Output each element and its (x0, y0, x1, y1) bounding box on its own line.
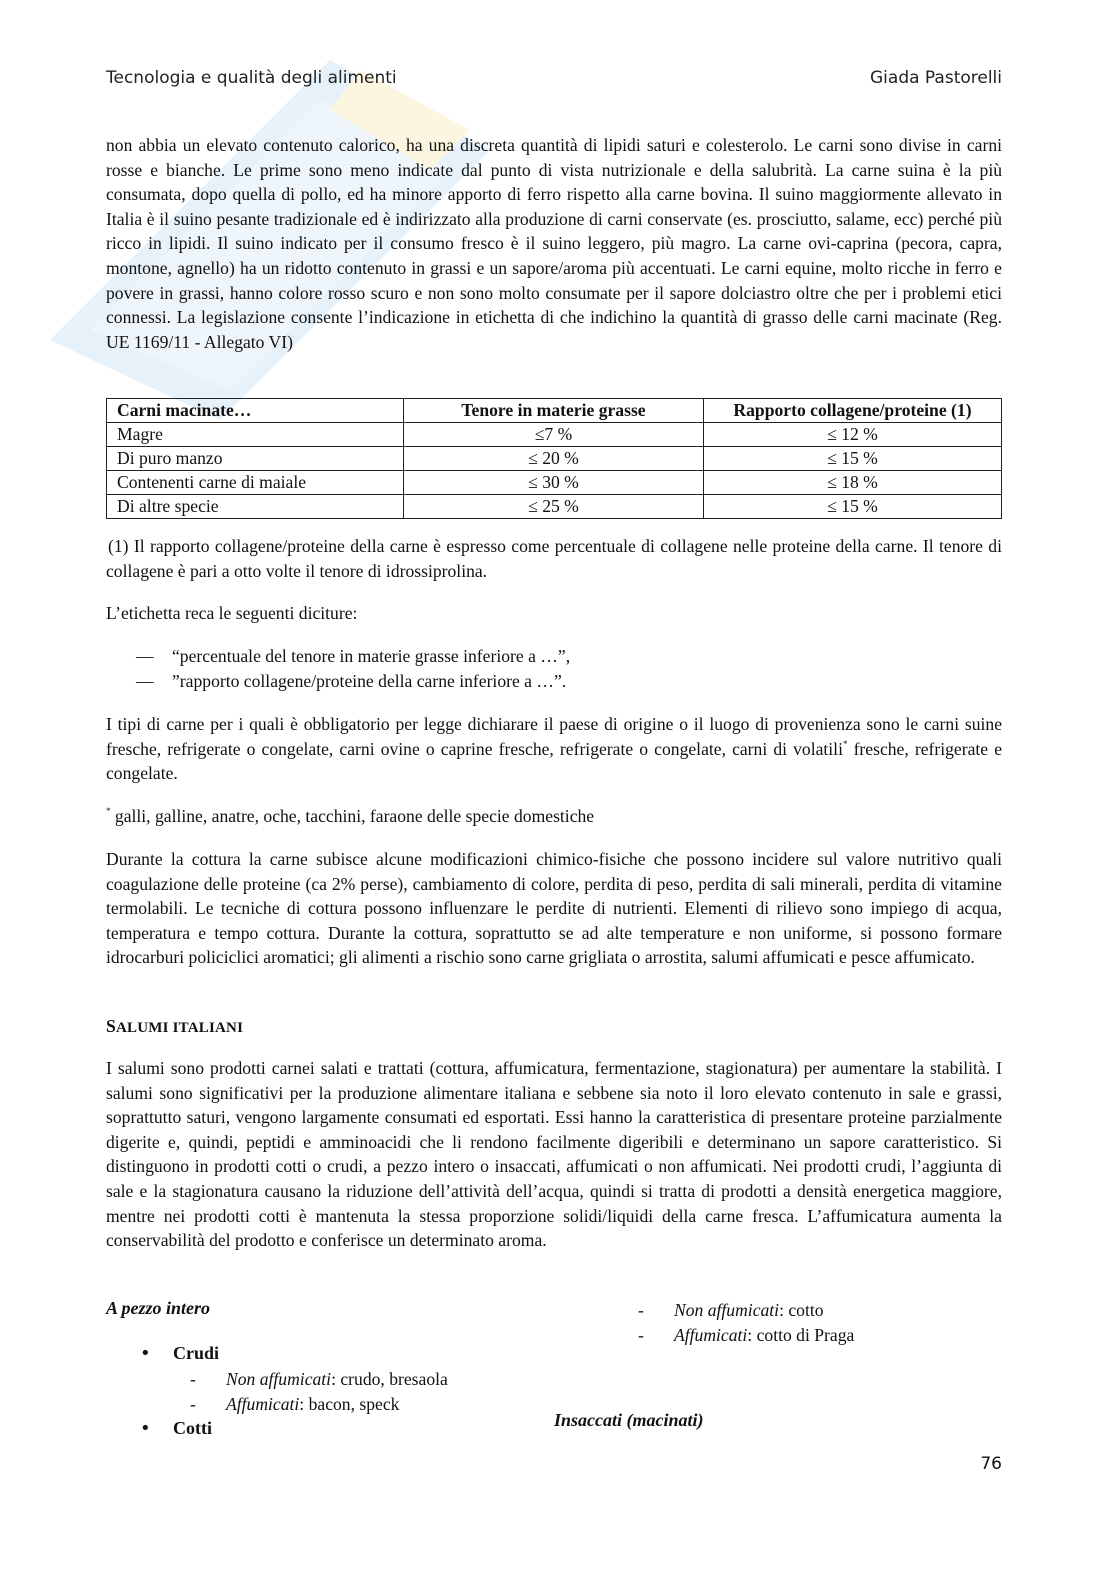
footnote-marker: * (842, 738, 848, 749)
salumi-paragraph: I salumi sono prodotti carnei salati e trattati (cottura, affumicatura, fermentazione, stagionatura) per aumentare la stabilità. I salumi sono significativi per la produzione alimentare italiana e sebbene sia noto il loro elevato contenuto in sale e grassi, soprattutto saturi, vengono largamente consumati ed esportati. Essi hanno la caratteristica di presentare proteine parzialmente digerite e, quindi, peptidi e amminoacidi che li rendono facilmente digeribili e determinano un sapore caratteristico. Si distinguono in prodotti cotti o crudi, a pezzo intero o insaccati, affumicati o non affumicati. Nei prodotti crudi, l’aggiunta di sale e la stagionatura causano la riduzione dell’attività dell’acqua, quindi si tratta di prodotti a densità energetica maggiore, mentre nei prodotti cotti è mantenuta la stessa proporzione solidi/liquidi della carne fresca. L’affumicatura aumenta la conservabilità del prodotto e conferisce un determinato aroma. (106, 1058, 1002, 1251)
cooking-paragraph: Durante la cottura la carne subisce alcune modificazioni chimico-fisiche che possono incidere sul valore nutritivo quali coagulazione delle proteine (ca 2% perse), cambiamento di colore, perdita di peso, perdita di sali minerali, perdita di vitamine termolabili. Le tecniche di cottura possono influenzare le perdite di nutrienti. Elementi di rilievo sono impiego di acqua, temperatura e tempo cottura. Durante la cottura, soprattutto se ad alte temperature e non uniforme, si possono formare idrocarburi policiclici aromatici; gli alimenti a rischio sono carne grigliata o arrostita, salumi affumicati e pesce affumicato. (106, 849, 1002, 968)
table-cell: Contenenti carne di maiale (107, 471, 404, 495)
table-header-cell: Carni macinate… (107, 399, 404, 423)
cotti-label: Cotti (173, 1418, 212, 1438)
bullet-dot: • (140, 1418, 151, 1439)
list-item: — “percentuale del tenore in materie grasse inferiore a …”, (136, 644, 996, 669)
table-row (107, 471, 1002, 495)
list-item: - Non affumicati: crudo, bresaola (190, 1369, 448, 1389)
label-list (136, 644, 996, 693)
table-cell: ≤ 20 % (404, 447, 704, 471)
crudi-label: Crudi (173, 1343, 220, 1363)
footnote-marker: * (106, 806, 111, 816)
table-cell: Di puro manzo (107, 447, 404, 471)
table-note: (1) Il rapporto collagene/proteine della carne è espresso come percentuale di collagene nelle proteine della carne. Il tenore di collagene è pari a otto volte il tenore di idrossiprolina. (106, 536, 1002, 581)
ground-meat-table (106, 398, 1002, 519)
table-cell: ≤ 12 % (704, 423, 1002, 447)
pezzo-intero-heading: A pezzo intero (106, 1298, 211, 1318)
page-number: 76 (980, 1454, 1002, 1474)
table-header-cell: Rapporto collagene/proteine (1) (704, 399, 1002, 423)
table-cell: ≤ 18 % (704, 471, 1002, 495)
list-item: — ”rapporto collagene/proteine della carne inferiore a …”. (136, 669, 996, 694)
table-cell: Magre (107, 423, 404, 447)
table-cell: ≤ 15 % (704, 447, 1002, 471)
table-cell: ≤ 15 % (704, 495, 1002, 519)
intro-paragraph: non abbia un elevato contenuto calorico, ha una discreta quantità di lipidi saturi e colesterolo. Le carni sono divise in carni rosse e bianche. Le prime sono meno indicate dal punto di vista nutrizionale e della salubrità. La carne suina è la più consumata, dopo quella di pollo, ed ha minore apporto di ferro rispetto alla carne bovina. Il suino maggiormente allevato in Italia è il suino pesante tradizionale ed è indirizzato alla produzione di carni conservate (es. prosciutto, salame, ecc) perché più ricco in lipidi. Il suino indicato per il consumo fresco è il suino leggero, più magro. La carne ovi-caprina (pecora, capra, montone, agnello) ha un ridotto contenuto in grassi e un sapore/aroma più accentuati. Le carni equine, molto ricche in ferro e povere in grassi, hanno colore rosso scuro e non sono molto consumate per il sapore dolciastro oltre che per i problemi etici connessi. La legislazione consente l’indicazione in etichetta di che indichino la quantità di grasso delle carni macinate (Reg. UE 1169/11 - Allegato VI) (106, 135, 1002, 352)
table-cell: ≤ 30 % (404, 471, 704, 495)
section-title: SALUMI ITALIANI (106, 1016, 244, 1036)
footnote: * galli, galline, anatre, oche, tacchini, faraone delle specie domestiche (106, 806, 595, 826)
table-header-row (107, 399, 1002, 423)
label-intro: L’etichetta reca le seguenti diciture: (106, 603, 358, 623)
header-course-title: Tecnologia e qualità degli alimenti (106, 68, 397, 88)
bullet-dot: • (140, 1343, 151, 1364)
list-item: - Non affumicati: cotto (638, 1300, 824, 1320)
table-cell: Di altre specie (107, 495, 404, 519)
dash-bullet: — (136, 646, 154, 666)
table-row (107, 447, 1002, 471)
table-cell: ≤7 % (404, 423, 704, 447)
insaccati-heading: Insaccati (macinati) (554, 1410, 704, 1430)
list-item: - Affumicati: bacon, speck (190, 1394, 400, 1414)
table-row (107, 495, 1002, 519)
table-row (107, 423, 1002, 447)
dash-bullet: — (136, 670, 154, 691)
header-author: Giada Pastorelli (870, 68, 1002, 88)
table-cell: ≤ 25 % (404, 495, 704, 519)
page-header (106, 68, 1002, 88)
list-item: - Affumicati: cotto di Praga (638, 1325, 855, 1345)
origin-paragraph: I tipi di carne per i quali è obbligatorio per legge dichiarare il paese di origine o il luogo di provenienza sono le carni suine fresche, refrigerate o congelate, carni ovine o caprine fresche, refrigerate o congelate, carni di volatili* fresche, refrigerate e congelate. (106, 714, 1003, 784)
table-header-cell: Tenore in materie grasse (404, 399, 704, 423)
